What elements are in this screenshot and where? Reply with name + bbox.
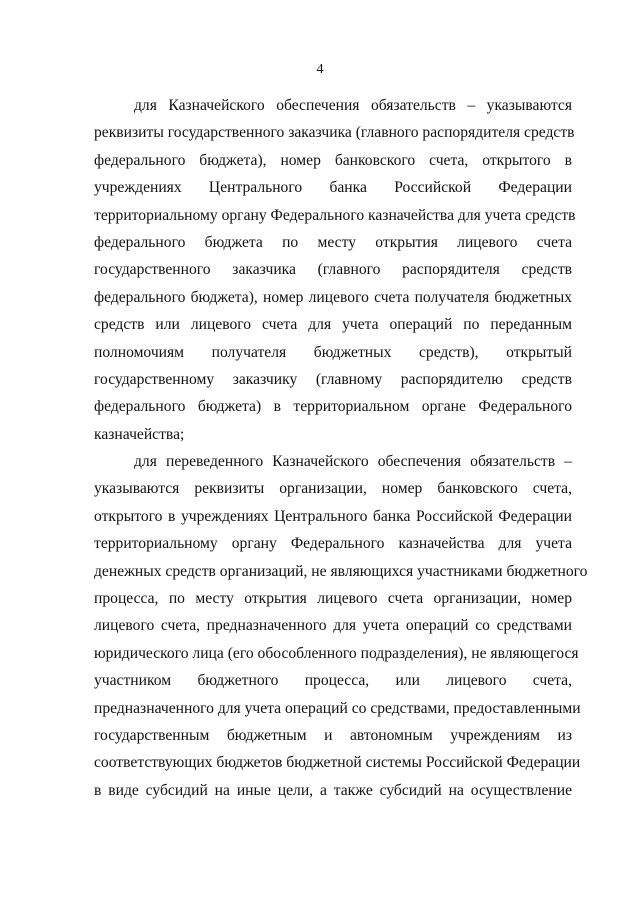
text-line: федерального бюджета), номер банковского счета, открытого в (94, 151, 572, 169)
text-line: открытого в учреждениях Центрального банка Российской Федерации (94, 507, 572, 525)
text-line: государственному заказчику (главному распорядителю средств (94, 370, 572, 388)
text-line: в виде субсидий на иные цели, а также субсидий на осуществление (94, 781, 572, 799)
text-line: лицевого счета, предназначенного для учета операций со средствами (94, 617, 572, 635)
paragraph-treasury-obligations (94, 92, 576, 448)
text-line: территориальному органу Федерального казначейства для учета средств (94, 206, 576, 224)
text-line: участником бюджетного процесса, или лицевого счета, (94, 672, 572, 690)
body-text (94, 92, 588, 804)
text-line: процесса, по месту открытия лицевого счета организации, номер (94, 590, 572, 608)
text-line: соответствующих бюджетов бюджетной системы Российской Федерации (94, 754, 581, 772)
text-line: для Казначейского обеспечения обязательств – указываются (134, 97, 572, 114)
paragraph-transferred-treasury-obligations (94, 448, 588, 804)
text-line: юридического лица (его обособленного подразделения), не являющегося (94, 644, 579, 662)
text-line: учреждениях Центрального банка Российской Федерации (94, 179, 572, 197)
text-line: денежных средств организаций, не являющихся участниками бюджетного (94, 562, 588, 580)
text-line: предназначенного для учета операций со средствами, предоставленными (94, 699, 581, 717)
text-line: средств или лицевого счета для учета операций по переданным (94, 316, 572, 334)
text-line: реквизиты государственного заказчика (главного распорядителя средств (94, 124, 575, 142)
text-line: федерального бюджета) в территориальном органе Федерального (94, 398, 572, 416)
text-line: государственным бюджетным и автономным учреждениям из (94, 726, 572, 744)
text-line: территориальному органу Федерального казначейства для учета (94, 535, 572, 553)
text-line: государственного заказчика (главного распорядителя средств (94, 261, 572, 279)
text-line: для переведенного Казначейского обеспечения обязательств – (134, 453, 572, 471)
text-line: указываются реквизиты организации, номер банковского счета, (94, 480, 572, 498)
page-number: 4 (316, 62, 324, 77)
text-line: казначейства; (94, 425, 185, 443)
text-line: федерального бюджета), номер лицевого счета получателя бюджетных (94, 288, 572, 306)
text-line: полномочиям получателя бюджетных средств), открытый (94, 343, 572, 361)
text-line: федерального бюджета по месту открытия лицевого счета (94, 233, 572, 251)
